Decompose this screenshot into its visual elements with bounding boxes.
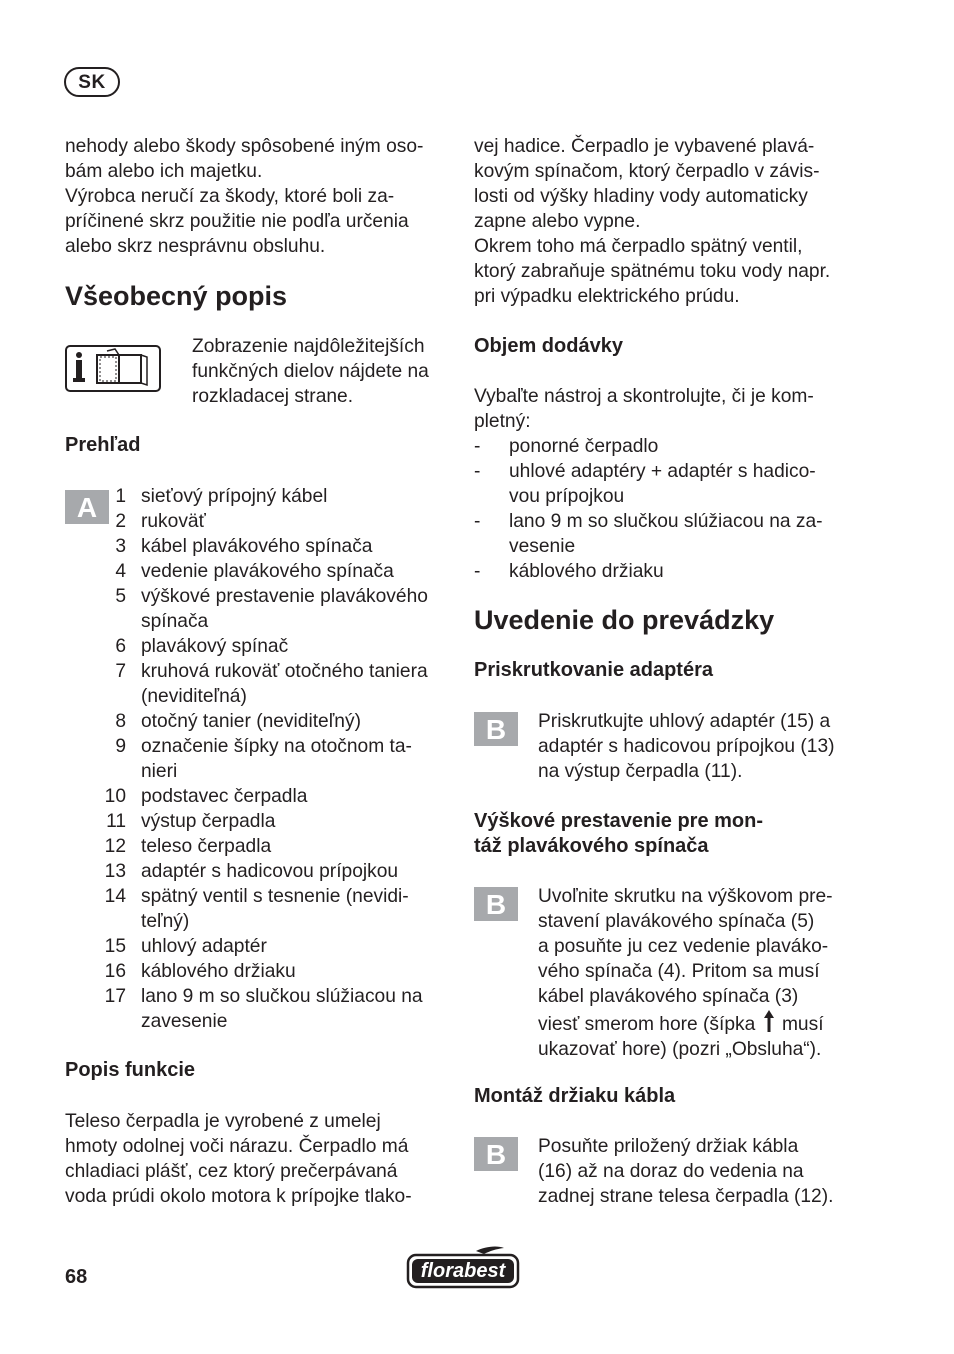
function-paragraph-continued (474, 134, 874, 309)
item-number: 3 (115, 536, 126, 557)
item-number: 8 (115, 711, 126, 732)
list-dash: - (474, 461, 481, 482)
text-line: stavení plavákového spínača (5) (538, 911, 815, 932)
list-item (65, 834, 465, 859)
list-item (474, 509, 874, 534)
text-line: Teleso čerpadla je vyrobené z umelej (65, 1111, 381, 1132)
title-line: táž plavákového spínača (474, 835, 709, 857)
item-label: teleso čerpadla (141, 836, 272, 857)
figure-marker-b: B (474, 887, 518, 921)
item-number (65, 1009, 126, 1034)
item-number: 17 (104, 986, 126, 1007)
text-line: (16) až na doraz do vedenia na (538, 1161, 804, 1182)
item-label: (neviditeľná) (141, 686, 247, 707)
list-item (65, 484, 465, 509)
intro-paragraph (65, 134, 455, 259)
item-number: 5 (115, 586, 126, 607)
item-number: 6 (115, 636, 126, 657)
item-number: 12 (104, 836, 126, 857)
section-title-general: Všeobecný popis (65, 281, 288, 311)
item-label: podstavec čerpadla (141, 786, 308, 807)
text-line: vého spínača (4). Pritom sa musí (538, 961, 820, 982)
item-label: výškové prestavenie plavákového (141, 586, 428, 607)
item-label: nieri (141, 761, 178, 782)
parts-list (65, 484, 465, 1034)
subsection-title-overview: Prehľad (65, 434, 141, 456)
item-label: spínača (141, 611, 209, 632)
text-line: zapne alebo vypne. (474, 211, 641, 232)
height-paragraph (538, 884, 868, 1062)
list-item (65, 1009, 465, 1034)
title-line: Výškové prestavenie pre mon- (474, 810, 764, 832)
text-line: pletný: (474, 411, 531, 432)
item-number: 9 (115, 736, 126, 757)
list-item (65, 609, 465, 634)
text-line: príčinené skrz použitie nie podľa určenia (65, 211, 409, 232)
list-item (65, 509, 465, 534)
item-number: 10 (104, 786, 126, 807)
list-item (65, 884, 465, 909)
holder-paragraph (538, 1134, 878, 1209)
list-dash: - (474, 511, 481, 532)
subsection-title-holder: Montáž držiaku kábla (474, 1085, 676, 1107)
text-line: Posuňte priložený držiak kábla (538, 1136, 799, 1157)
list-item (474, 459, 874, 484)
list-item (65, 634, 465, 659)
item-label: uhlové adaptéry + adaptér s hadico- (509, 461, 816, 482)
item-label: kruhová rukoväť otočného taniera (141, 661, 428, 682)
list-item (65, 534, 465, 559)
item-label: vou prípojkou (509, 486, 625, 507)
list-item (65, 784, 465, 809)
subsection-title-height (474, 809, 874, 859)
item-label: teľný) (141, 911, 190, 932)
list-item (65, 584, 465, 609)
list-item (65, 709, 465, 734)
list-item (65, 959, 465, 984)
item-number: 11 (106, 811, 126, 832)
adapter-paragraph (538, 709, 868, 784)
list-dash: - (474, 436, 481, 457)
page-number: 68 (65, 1266, 88, 1288)
item-label: zavesenie (141, 1011, 228, 1032)
text-line (538, 1009, 868, 1037)
text-line: zadnej strane telesa čerpadla (12). (538, 1186, 834, 1207)
arrow-up-icon (763, 1009, 775, 1033)
item-label: sieťový prípojný kábel (141, 486, 328, 507)
item-number (65, 684, 126, 709)
text-line: losti od výšky hladiny vody automaticky (474, 186, 808, 207)
item-label: výstup čerpadla (141, 811, 276, 832)
item-number: 4 (115, 561, 126, 582)
list-item (65, 859, 465, 884)
item-label: káblového držiaku (509, 561, 664, 582)
text-line: na výstup čerpadla (11). (538, 761, 743, 782)
item-number: 14 (104, 886, 126, 907)
item-number: 2 (115, 511, 126, 532)
item-number (65, 759, 126, 784)
list-item (474, 484, 874, 509)
text-line: ktorý zabraňuje spätnému toku vody napr. (474, 261, 831, 282)
text-line: funkčných dielov nájdete na (192, 361, 429, 382)
list-item (474, 559, 874, 584)
list-item (65, 684, 465, 709)
list-dash (474, 484, 509, 509)
item-number: 1 (115, 486, 126, 507)
text-line: voda prúdi okolo motora k prípojke tlako- (65, 1186, 412, 1207)
subsection-title-delivery: Objem dodávky (474, 335, 623, 357)
item-label: označenie šípky na otočnom ta- (141, 736, 412, 757)
item-label: otočný tanier (neviditeľný) (141, 711, 361, 732)
list-item (65, 984, 465, 1009)
text-line: hmoty odolnej voči nárazu. Čerpadlo má (65, 1136, 409, 1157)
item-number: 15 (104, 936, 126, 957)
function-paragraph (65, 1109, 465, 1209)
item-label: plavákový spínač (141, 636, 289, 657)
text-line: Okrem toho má čerpadlo spätný ventil, (474, 236, 803, 257)
item-label: kábel plavákového spínača (141, 536, 373, 557)
item-label: rukoväť (141, 511, 206, 532)
text-line: Zobrazenie najdôležitejších (192, 336, 425, 357)
item-number: 16 (104, 961, 126, 982)
item-label: spätný ventil s tesnenie (nevidi- (141, 886, 409, 907)
text-line: adaptér s hadicovou prípojkou (13) (538, 736, 835, 757)
figure-marker-b: B (474, 712, 518, 746)
text-line: pri výpadku elektrického prúdu. (474, 286, 740, 307)
list-item (65, 809, 465, 834)
figure-marker-b: B (474, 1137, 518, 1171)
list-item (65, 659, 465, 684)
text-line: bám alebo ich majetku. (65, 161, 263, 182)
language-badge: SK (64, 67, 120, 97)
text-line: alebo skrz nesprávnu obsluhu. (65, 236, 326, 257)
item-label: adaptér s hadicovou prípojkou (141, 861, 399, 882)
list-item (65, 759, 465, 784)
list-dash: - (474, 561, 481, 582)
text-line: Vybaľte nástroj a skontrolujte, či je kom- (474, 386, 814, 407)
item-number (65, 909, 126, 934)
subsection-title-adapter: Priskrutkovanie adaptéra (474, 659, 713, 681)
text-fragment: musí (781, 1014, 824, 1035)
list-item (65, 934, 465, 959)
item-label: ponorné čerpadlo (509, 436, 659, 457)
brand-text: florabest (420, 1260, 506, 1282)
item-number: 7 (115, 661, 126, 682)
section-title-startup: Uvedenie do prevádzky (474, 605, 775, 635)
item-label: vedenie plavákového spínača (141, 561, 394, 582)
item-label: káblového držiaku (141, 961, 296, 982)
text-line: vej hadice. Čerpadlo je vybavené plavá- (474, 136, 815, 157)
text-line: a posuňte ju cez vedenie plaváko- (538, 936, 829, 957)
text-line: kábel plavákového spínača (3) (538, 986, 799, 1007)
item-label: vesenie (509, 536, 576, 557)
text-line: ukazovať hore) (pozri „Obsluha“). (538, 1039, 822, 1060)
list-item (474, 434, 874, 459)
list-item (65, 734, 465, 759)
list-item (65, 559, 465, 584)
item-number: 13 (104, 861, 126, 882)
item-label: lano 9 m so slučkou slúžiacou na za- (509, 511, 823, 532)
list-dash (474, 534, 509, 559)
item-number (65, 609, 126, 634)
figure-marker-a: A (65, 490, 109, 524)
list-item (474, 534, 874, 559)
text-line: rozkladacej strane. (192, 386, 354, 407)
list-item (65, 909, 465, 934)
info-note (192, 334, 462, 409)
text-line: kovým spínačom, ktorý čerpadlo v závis- (474, 161, 820, 182)
text-line: chladiaci plášť, cez ktorý prečerpávaná (65, 1161, 398, 1182)
delivery-list (474, 434, 874, 584)
text-line: Uvoľnite skrutku na výškovom pre- (538, 886, 833, 907)
item-label: lano 9 m so slučkou slúžiacou na (141, 986, 423, 1007)
florabest-logo (406, 1245, 520, 1296)
item-label: uhlový adaptér (141, 936, 267, 957)
text-line: Priskrutkujte uhlový adaptér (15) a (538, 711, 831, 732)
text-line: nehody alebo škody spôsobené iným oso- (65, 136, 424, 157)
text-line: Výrobca neručí za škody, ktoré boli za- (65, 186, 395, 207)
text-fragment: viesť smerom hore (šípka (538, 1014, 756, 1035)
delivery-intro (474, 384, 874, 434)
subsection-title-function: Popis funkcie (65, 1059, 196, 1081)
info-book-icon (65, 345, 161, 392)
